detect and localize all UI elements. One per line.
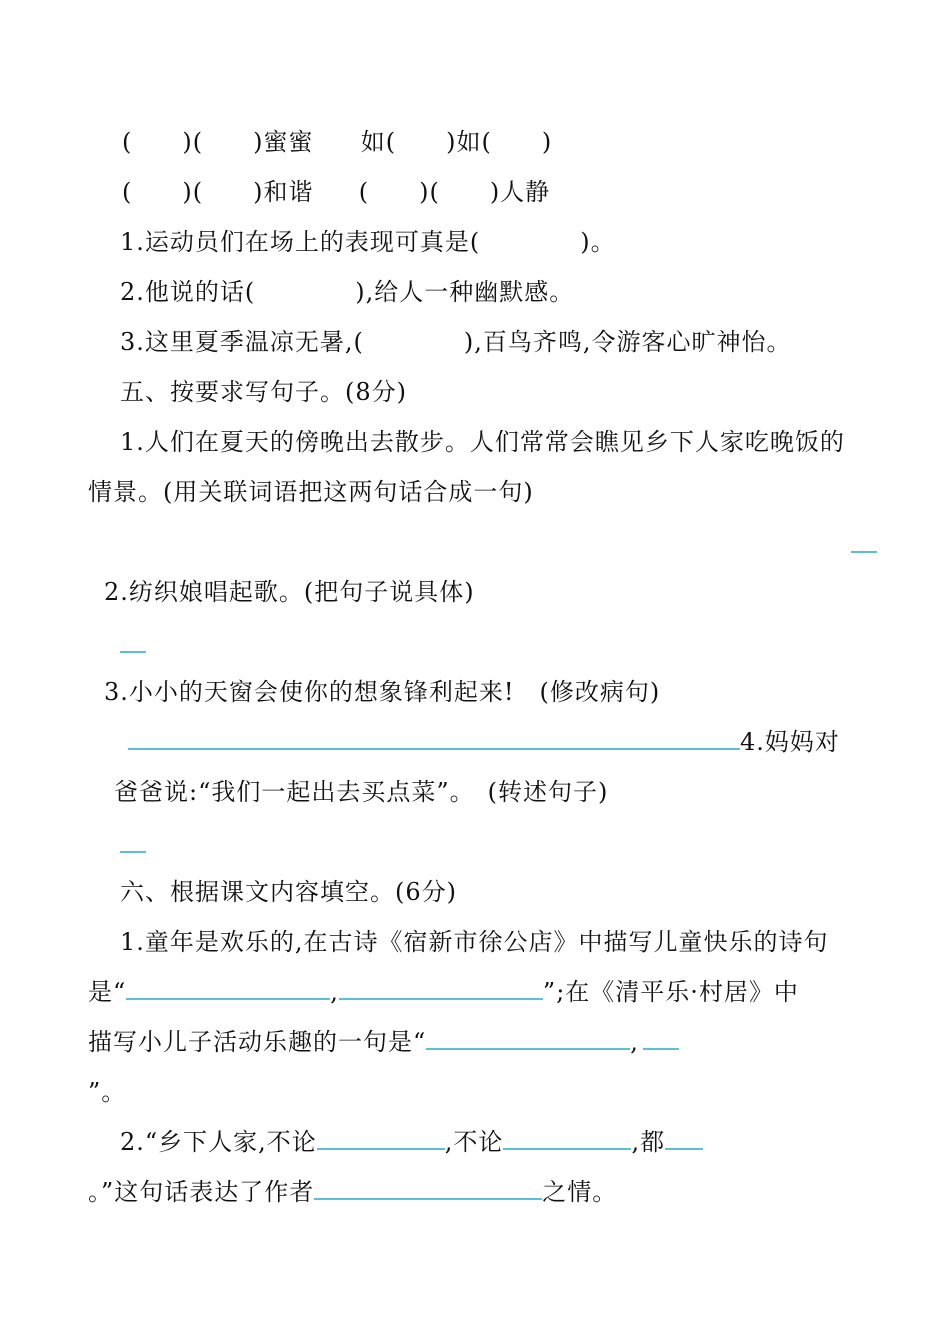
s6q1-text-e: , (630, 1028, 639, 1056)
section-5-q4-line2: 爸爸说:“我们一起出去买点菜”。 (转述句子) (114, 778, 609, 806)
s6q2-text-b: ,不论 (444, 1128, 504, 1156)
section-5-q3-answer-line (128, 726, 840, 758)
section-5-q4-start: 4.妈妈对 (740, 728, 840, 756)
section-5-heading: 五、按要求写句子。(8分) (120, 378, 407, 406)
idiom-row-2-left: ( )( )和谐 (122, 178, 314, 206)
section-6-q1-line2 (88, 976, 799, 1008)
answer-blank-s5q4[interactable] (120, 829, 146, 853)
s6q2-text-a: 2.“乡下人家,不论 (120, 1128, 317, 1156)
idiom-row-1-right: 如( )如( ) (360, 128, 553, 156)
section-5-q1-line2: 情景。(用关联词语把这两句话合成一句) (88, 478, 534, 506)
s6q1-text-c: ”;在《清平乐·村居》中 (542, 978, 799, 1006)
answer-blank-s6q1-d[interactable] (643, 1026, 679, 1050)
section-6-q2-line1 (120, 1126, 703, 1158)
section-5-q3: 3.小小的天窗会使你的想象锋利起来! (修改病句) (104, 678, 661, 706)
s6q1-text-d: 描写小儿子活动乐趣的一句是“ (88, 1028, 427, 1056)
idiom-row-1-left: ( )( )蜜蜜 (122, 128, 314, 156)
answer-blank-s6q1-b[interactable] (339, 976, 543, 1000)
idiom-row-1 (122, 126, 552, 158)
fill-item-1: 1.运动员们在场上的表现可真是( )。 (120, 228, 616, 256)
answer-blank-s6q2-b[interactable] (503, 1126, 631, 1150)
answer-blank-s5q3[interactable] (128, 726, 740, 750)
section-6-q1-line1: 1.童年是欢乐的,在古诗《宿新市徐公店》中描写儿童快乐的诗句 (120, 928, 829, 956)
s6q2-text-c: ,都 (631, 1128, 666, 1156)
section-6-q1-line3 (88, 1026, 679, 1058)
fill-item-3: 3.这里夏季温凉无暑,( ),百鸟齐鸣,令游客心旷神怡。 (120, 328, 792, 356)
s6q2-text-e: 之情。 (542, 1178, 618, 1206)
idiom-row-2 (122, 176, 550, 208)
section-5-q1-line1: 1.人们在夏天的傍晚出去散步。人们常常会瞧见乡下人家吃晚饭的 (120, 428, 845, 456)
section-5-q2: 2.纺织娘唱起歌。(把句子说具体) (104, 578, 475, 606)
answer-blank-s6q2-d[interactable] (314, 1176, 542, 1200)
answer-blank-s6q2-a[interactable] (317, 1126, 445, 1150)
answer-blank-s6q2-c[interactable] (665, 1126, 703, 1150)
s6q2-text-d: 。”这句话表达了作者 (88, 1178, 315, 1206)
answer-blank-s6q1-c[interactable] (426, 1026, 630, 1050)
fill-item-2: 2.他说的话( ),给人一种幽默感。 (120, 278, 575, 306)
s6q1-text-a: 是“ (88, 978, 127, 1006)
answer-blank-s5q1[interactable] (851, 529, 877, 553)
answer-blank-s5q2[interactable] (120, 629, 146, 653)
s6q1-text-b: , (330, 978, 339, 1006)
answer-blank-s6q1-a[interactable] (126, 976, 330, 1000)
section-6-q2-line2 (88, 1176, 617, 1208)
section-6-heading: 六、根据课文内容填空。(6分) (120, 878, 457, 906)
section-6-q1-line4: ”。 (88, 1078, 127, 1106)
idiom-row-2-right: ( )( )人静 (358, 178, 551, 206)
